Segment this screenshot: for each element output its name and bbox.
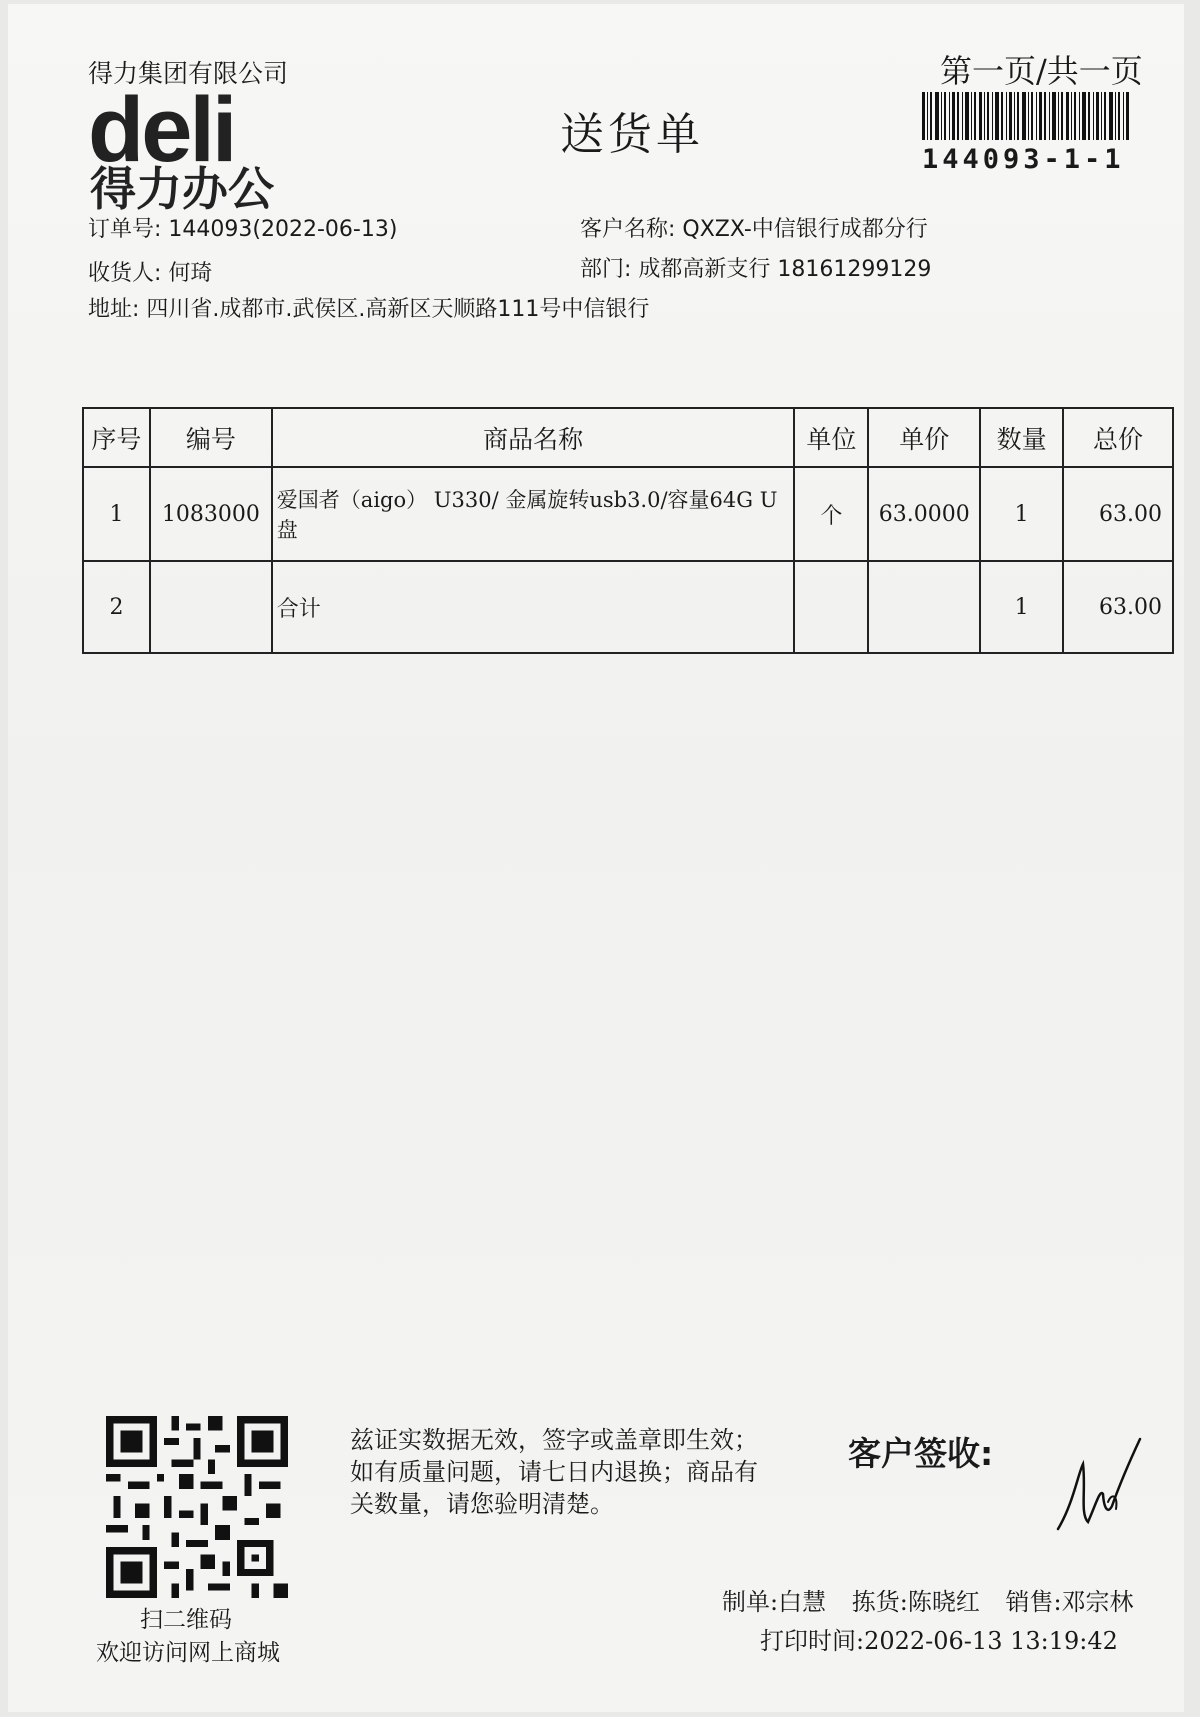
cell-unit-price bbox=[868, 561, 980, 653]
page-info: 第一页/共一页 bbox=[940, 52, 1143, 90]
cell-product-name: 合计 bbox=[272, 561, 795, 653]
print-time: 打印时间:2022-06-13 13:19:42 bbox=[760, 1627, 1118, 1655]
customer-sign-label: 客户签收: bbox=[848, 1434, 994, 1473]
delivery-note-paper bbox=[8, 4, 1184, 1712]
header-unit-price: 单价 bbox=[868, 408, 980, 467]
table-row bbox=[83, 561, 1173, 653]
cell-quantity: 1 bbox=[980, 467, 1063, 561]
cell-seq: 1 bbox=[83, 467, 150, 561]
maker: 制单:白慧 bbox=[722, 1588, 827, 1616]
qr-caption-welcome: 欢迎访问网上商城 bbox=[96, 1640, 280, 1666]
header-unit: 单位 bbox=[794, 408, 868, 467]
header-quantity: 数量 bbox=[980, 408, 1063, 467]
table-row bbox=[83, 467, 1173, 561]
cell-unit-price: 63.0000 bbox=[868, 467, 980, 561]
logo-chinese-text: 得力办公 bbox=[90, 162, 274, 216]
header-total: 总价 bbox=[1063, 408, 1173, 467]
cell-total: 63.00 bbox=[1063, 561, 1173, 653]
cell-seq: 2 bbox=[83, 561, 150, 653]
document-title: 送货单 bbox=[560, 109, 704, 160]
cell-unit bbox=[794, 561, 868, 653]
cell-quantity: 1 bbox=[980, 561, 1063, 653]
department: 部门: 成都高新支行 18161299129 bbox=[580, 257, 932, 282]
header-code: 编号 bbox=[150, 408, 272, 467]
cell-total: 63.00 bbox=[1063, 467, 1173, 561]
deli-logo: deli bbox=[88, 79, 235, 181]
terms-note: 兹证实数据无效，签字或盖章即生效；如有质量问题，请七日内退换；商品有关数量，请您验明清楚。 bbox=[350, 1426, 758, 1518]
picker: 拣货:陈晓红 bbox=[851, 1588, 980, 1616]
header-product-name: 商品名称 bbox=[272, 408, 795, 467]
qr-caption-scan: 扫二维码 bbox=[140, 1607, 232, 1633]
company-name: 得力集团有限公司 bbox=[88, 59, 289, 88]
barcode-number: 144093-1-1 bbox=[922, 144, 1125, 175]
customer-name: 客户名称: QXZX-中信银行成都分行 bbox=[580, 217, 928, 242]
address: 地址: 四川省.成都市.武侯区.高新区天顺路111号中信银行 bbox=[88, 297, 650, 322]
qr-code-icon bbox=[106, 1416, 288, 1598]
cell-code: 1083000 bbox=[150, 467, 272, 561]
staff-line bbox=[722, 1582, 1152, 1617]
items-table bbox=[82, 407, 1174, 654]
cell-product-name: 爱国者（aigo） U330/ 金属旋转usb3.0/容量64G U盘 bbox=[272, 467, 795, 561]
cell-unit: 个 bbox=[794, 467, 868, 561]
barcode-icon bbox=[922, 92, 1130, 140]
consignee: 收货人: 何琦 bbox=[88, 261, 213, 286]
header-seq: 序号 bbox=[83, 408, 150, 467]
cell-code bbox=[150, 561, 272, 653]
sales: 销售:邓宗林 bbox=[1005, 1588, 1134, 1616]
order-number: 订单号: 144093(2022-06-13) bbox=[88, 217, 398, 242]
handwritten-signature bbox=[1048, 1434, 1148, 1544]
table-header-row bbox=[83, 408, 1173, 467]
